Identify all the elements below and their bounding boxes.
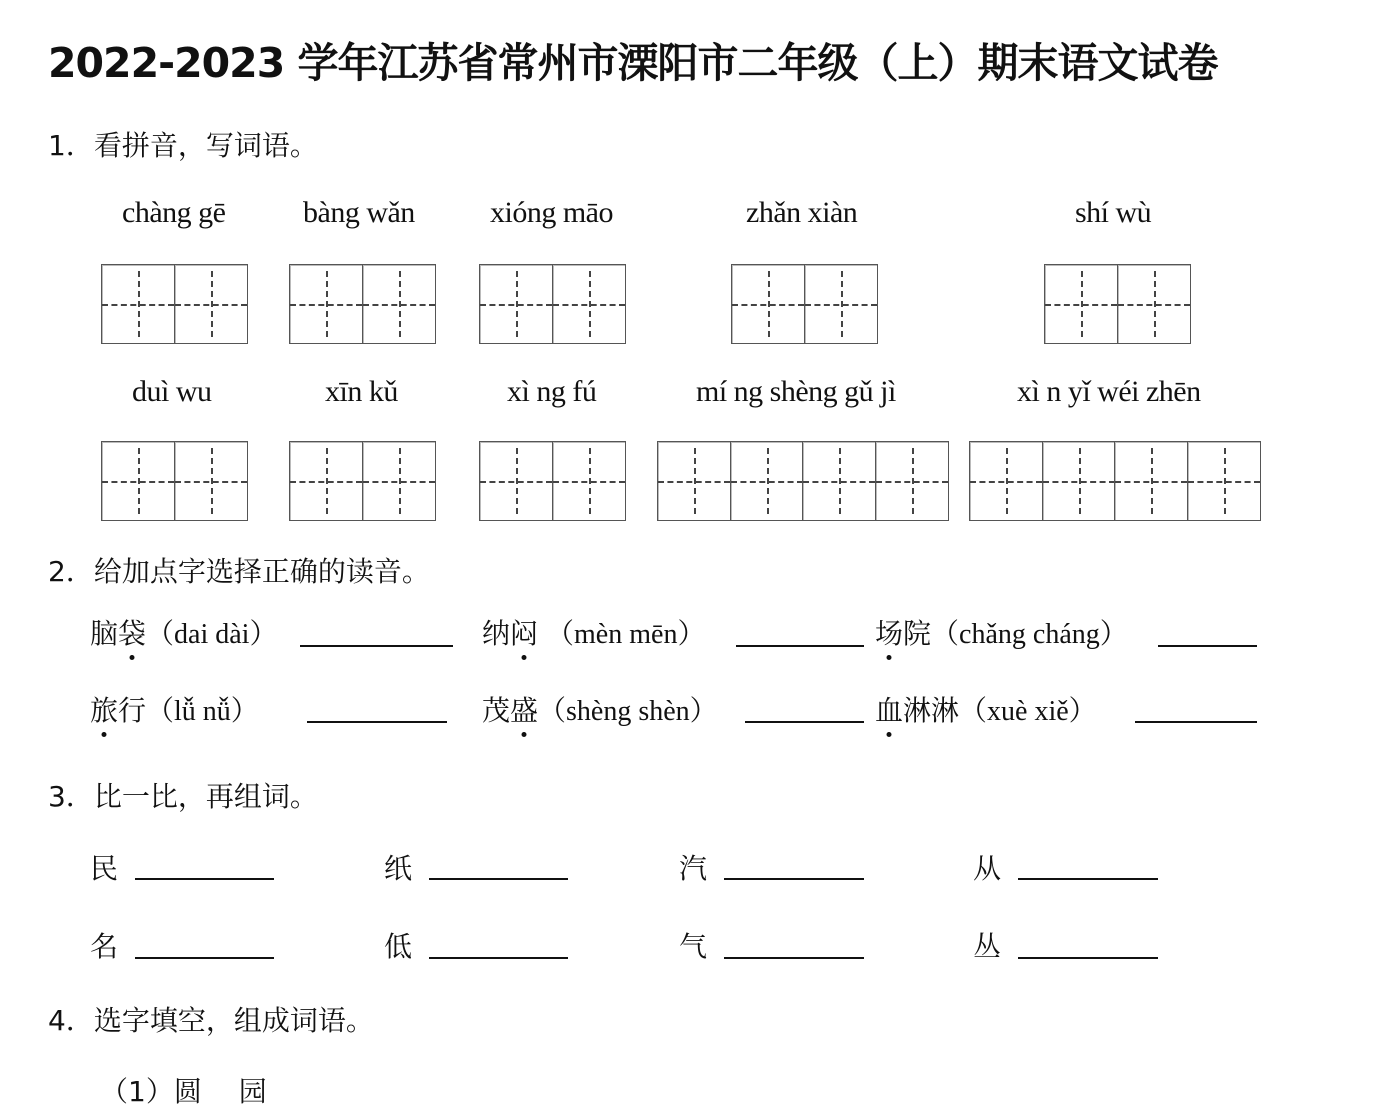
compare-char: 纸 <box>384 852 413 885</box>
pronunciation-item <box>482 689 718 729</box>
pinyin-label: zhǎn xiàn <box>746 196 858 229</box>
dotted-char: 场 <box>875 612 903 652</box>
pinyin-options: （shèng shèn） <box>538 696 718 727</box>
pinyin-label: mí ng shèng gǔ jì <box>696 375 896 408</box>
pinyin-label: xīn kǔ <box>325 375 398 408</box>
answer-blank[interactable] <box>429 878 568 880</box>
answer-blank[interactable] <box>1018 878 1158 880</box>
pinyin-options: （mèn mēn） <box>546 619 706 650</box>
answer-blank[interactable] <box>724 878 864 880</box>
word-text: 淋淋 <box>903 694 960 727</box>
pronunciation-item <box>875 689 1097 729</box>
pinyin-label: chàng gē <box>122 196 226 229</box>
answer-blank[interactable] <box>1158 645 1257 647</box>
compare-char: 低 <box>384 930 413 963</box>
pronunciation-item <box>90 612 277 652</box>
answer-blank[interactable] <box>745 721 864 723</box>
answer-blank[interactable] <box>724 957 864 959</box>
answer-blank[interactable] <box>1018 957 1158 959</box>
question-2-heading: 2．给加点字选择正确的读音。 <box>48 555 430 588</box>
writing-grid[interactable] <box>101 264 246 346</box>
dotted-char: 盛 <box>510 689 538 729</box>
question-3-heading: 3．比一比，再组词。 <box>48 780 318 813</box>
compare-char: 从 <box>973 852 1002 885</box>
pinyin-label: xióng māo <box>490 196 613 229</box>
compare-char: 名 <box>90 930 119 963</box>
answer-blank[interactable] <box>300 645 453 647</box>
dotted-char: 血 <box>875 689 903 729</box>
writing-grid[interactable] <box>289 264 434 346</box>
pinyin-options: （chǎng cháng） <box>931 619 1128 650</box>
page-title: 2022-2023 学年江苏省常州市溧阳市二年级（上）期末语文试卷 <box>48 39 1218 87</box>
compare-char: 丛 <box>973 930 1002 963</box>
writing-grid[interactable] <box>289 441 434 523</box>
word-text: 院 <box>903 617 932 650</box>
writing-grid[interactable] <box>479 441 624 523</box>
pinyin-label: xì n yǐ wéi zhēn <box>1017 375 1201 408</box>
dotted-char: 闷 <box>510 612 538 652</box>
writing-grid[interactable] <box>479 264 624 346</box>
word-text: 茂 <box>482 694 511 727</box>
dotted-char: 旅 <box>90 689 118 729</box>
question-4-heading: 4．选字填空，组成词语。 <box>48 1004 374 1037</box>
answer-blank[interactable] <box>307 721 447 723</box>
pinyin-label: bàng wǎn <box>303 196 415 229</box>
writing-grid[interactable] <box>969 441 1259 523</box>
compare-char: 汽 <box>679 852 708 885</box>
answer-blank[interactable] <box>135 878 274 880</box>
word-text: 脑 <box>90 617 119 650</box>
writing-grid[interactable] <box>101 441 246 523</box>
pinyin-options: （dai dài） <box>146 619 278 650</box>
pinyin-label: duì wu <box>132 375 212 408</box>
pinyin-options: （lǚ nǚ） <box>146 696 259 727</box>
pronunciation-item <box>90 689 259 729</box>
question-1-heading: 1．看拼音，写词语。 <box>48 129 318 162</box>
writing-grid[interactable] <box>657 441 947 523</box>
answer-blank[interactable] <box>736 645 864 647</box>
pronunciation-item <box>875 612 1128 652</box>
answer-blank[interactable] <box>429 957 568 959</box>
compare-char: 民 <box>90 852 119 885</box>
word-text: 行 <box>118 694 147 727</box>
writing-grid[interactable] <box>1044 264 1189 346</box>
compare-char: 气 <box>679 930 708 963</box>
word-text: 纳 <box>482 617 511 650</box>
answer-blank[interactable] <box>135 957 274 959</box>
pinyin-label: shí wù <box>1075 196 1152 229</box>
writing-grid[interactable] <box>731 264 876 346</box>
pinyin-label: xì ng fú <box>507 375 597 408</box>
dotted-char: 袋 <box>118 612 146 652</box>
pinyin-options: （xuè xiě） <box>959 696 1097 727</box>
pronunciation-item <box>482 612 705 652</box>
sub-question-1: （1）圆 园 <box>100 1075 267 1108</box>
answer-blank[interactable] <box>1135 721 1257 723</box>
